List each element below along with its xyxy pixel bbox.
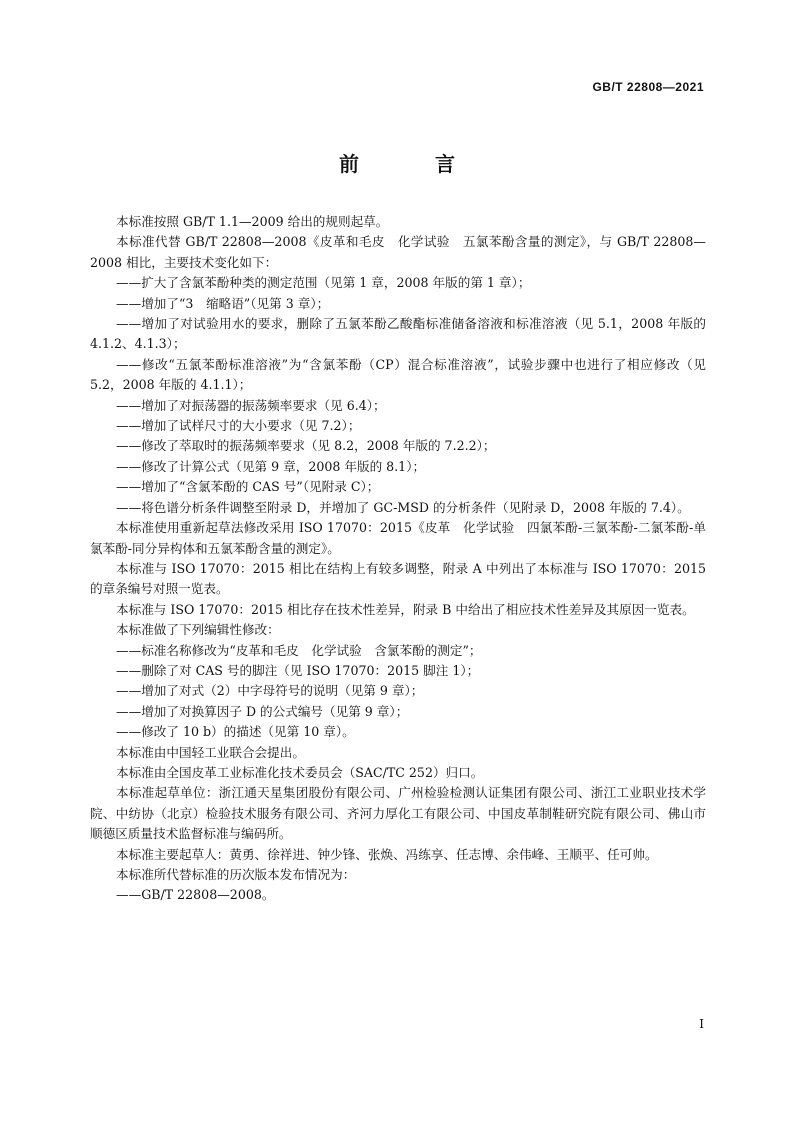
- paragraph: 本标准做了下列编辑性修改：: [116, 622, 280, 638]
- standard-code: GB/T 22808—2021: [592, 80, 704, 94]
- list-item: ——扩大了含氯苯酚种类的测定范围（见第 1 章，2008 年版的第 1 章）；: [116, 275, 531, 291]
- list-item: ——增加了对换算因子 D 的公式编号（见第 9 章）；: [116, 703, 409, 719]
- page-number: I: [699, 1017, 704, 1031]
- paragraph: 本标准起草单位：浙江通天星集团股份有限公司、广州检验检测认证集团有限公司、浙江工业职业技术学院、中纺协（北京）检验技术服务有限公司、齐河力厚化工有限公司、中国皮革制鞋研究院有限公司、佛山市顺德区质量技术监督标准与编码所。: [90, 785, 706, 842]
- list-item: ——将色谱分析条件调整至附录 D，并增加了 GC-MSD 的分析条件（见附录 D，2008 年版的 7.4）。: [116, 499, 690, 515]
- list-item: ——增加了对式（2）中字母符号的说明（见第 9 章）；: [116, 683, 424, 699]
- paragraph: 本标准由中国轻工业联合会提出。: [116, 744, 305, 760]
- list-item: ——标准名称修改为“皮革和毛皮 化学试验 含氯苯酚的测定”；: [116, 642, 482, 658]
- list-item: ——删除了对 CAS 号的脚注（见 ISO 17070：2015 脚注 1）；: [116, 662, 480, 678]
- paragraph: 本标准与 ISO 17070：2015 相比存在技术性差异，附录 B 中给出了相应技术性差异及其原因一览表。: [116, 601, 695, 617]
- paragraph: 本标准使用重新起草法修改采用 ISO 17070：2015《皮革 化学试验 四氯苯酚-三氯苯酚-二氯苯酚-单氯苯酚-同分异构体和五氯苯酚含量的测定》。: [90, 520, 706, 556]
- list-item: ——修改了 10 b）的描述（见第 10 章）。: [116, 724, 355, 740]
- paragraph: 本标准由全国皮革工业标准化技术委员会（SAC/TC 252）归口。: [116, 764, 484, 780]
- list-item: ——增加了对振荡器的振荡频率要求（见 6.4）；: [116, 397, 386, 413]
- page-title: 前 言: [339, 152, 483, 176]
- list-item: ——修改“五氯苯酚标准溶液”为“含氯苯酚（CP）混合标准溶液”，试验步骤中也进行了相应修改（见 5.2，2008 年版的 4.1.1）；: [90, 356, 711, 393]
- paragraph: 本标准代替 GB/T 22808—2008《皮革和毛皮 化学试验 五氯苯酚含量的测定》，与 GB/T 22808—2008 相比，主要技术变化如下：: [90, 234, 706, 270]
- paragraph: 本标准与 ISO 17070：2015 相比在结构上有较多调整，附录 A 中列出了本标准与 ISO 17070：2015 的章条编号对照一览表。: [90, 560, 711, 597]
- paragraph: 本标准按照 GB/T 1.1—2009 给出的规则起草。: [116, 214, 389, 229]
- list-item: ——增加了“含氯苯酚的 CAS 号”（见附录 C）；: [116, 479, 380, 495]
- foreword-body: [90, 212, 711, 906]
- list-item: ——GB/T 22808—2008。: [116, 887, 275, 903]
- paragraph: 本标准主要起草人：黄勇、徐祥进、钟少锋、张焕、冯练享、任志博、余伟峰、王顺平、任可帅。: [116, 846, 658, 862]
- paragraph: 本标准所代替标准的历次版本发布情况为：: [116, 867, 356, 882]
- list-item: ——增加了对试验用水的要求，删除了五氯苯酚乙酸酯标准储备溶液和标准溶液（见 5.1，2008 年版的 4.1.2、4.1.3）；: [90, 316, 711, 352]
- list-item: ——增加了“3 缩略语”（见第 3 章）；: [116, 295, 330, 311]
- list-item: ——修改了计算公式（见第 9 章，2008 年版的 8.1）；: [116, 458, 426, 474]
- list-item: ——修改了萃取时的振荡频率要求（见 8.2，2008 年版的 7.2.2）；: [116, 438, 496, 454]
- list-item: ——增加了试样尺寸的大小要求（见 7.2）；: [116, 418, 361, 434]
